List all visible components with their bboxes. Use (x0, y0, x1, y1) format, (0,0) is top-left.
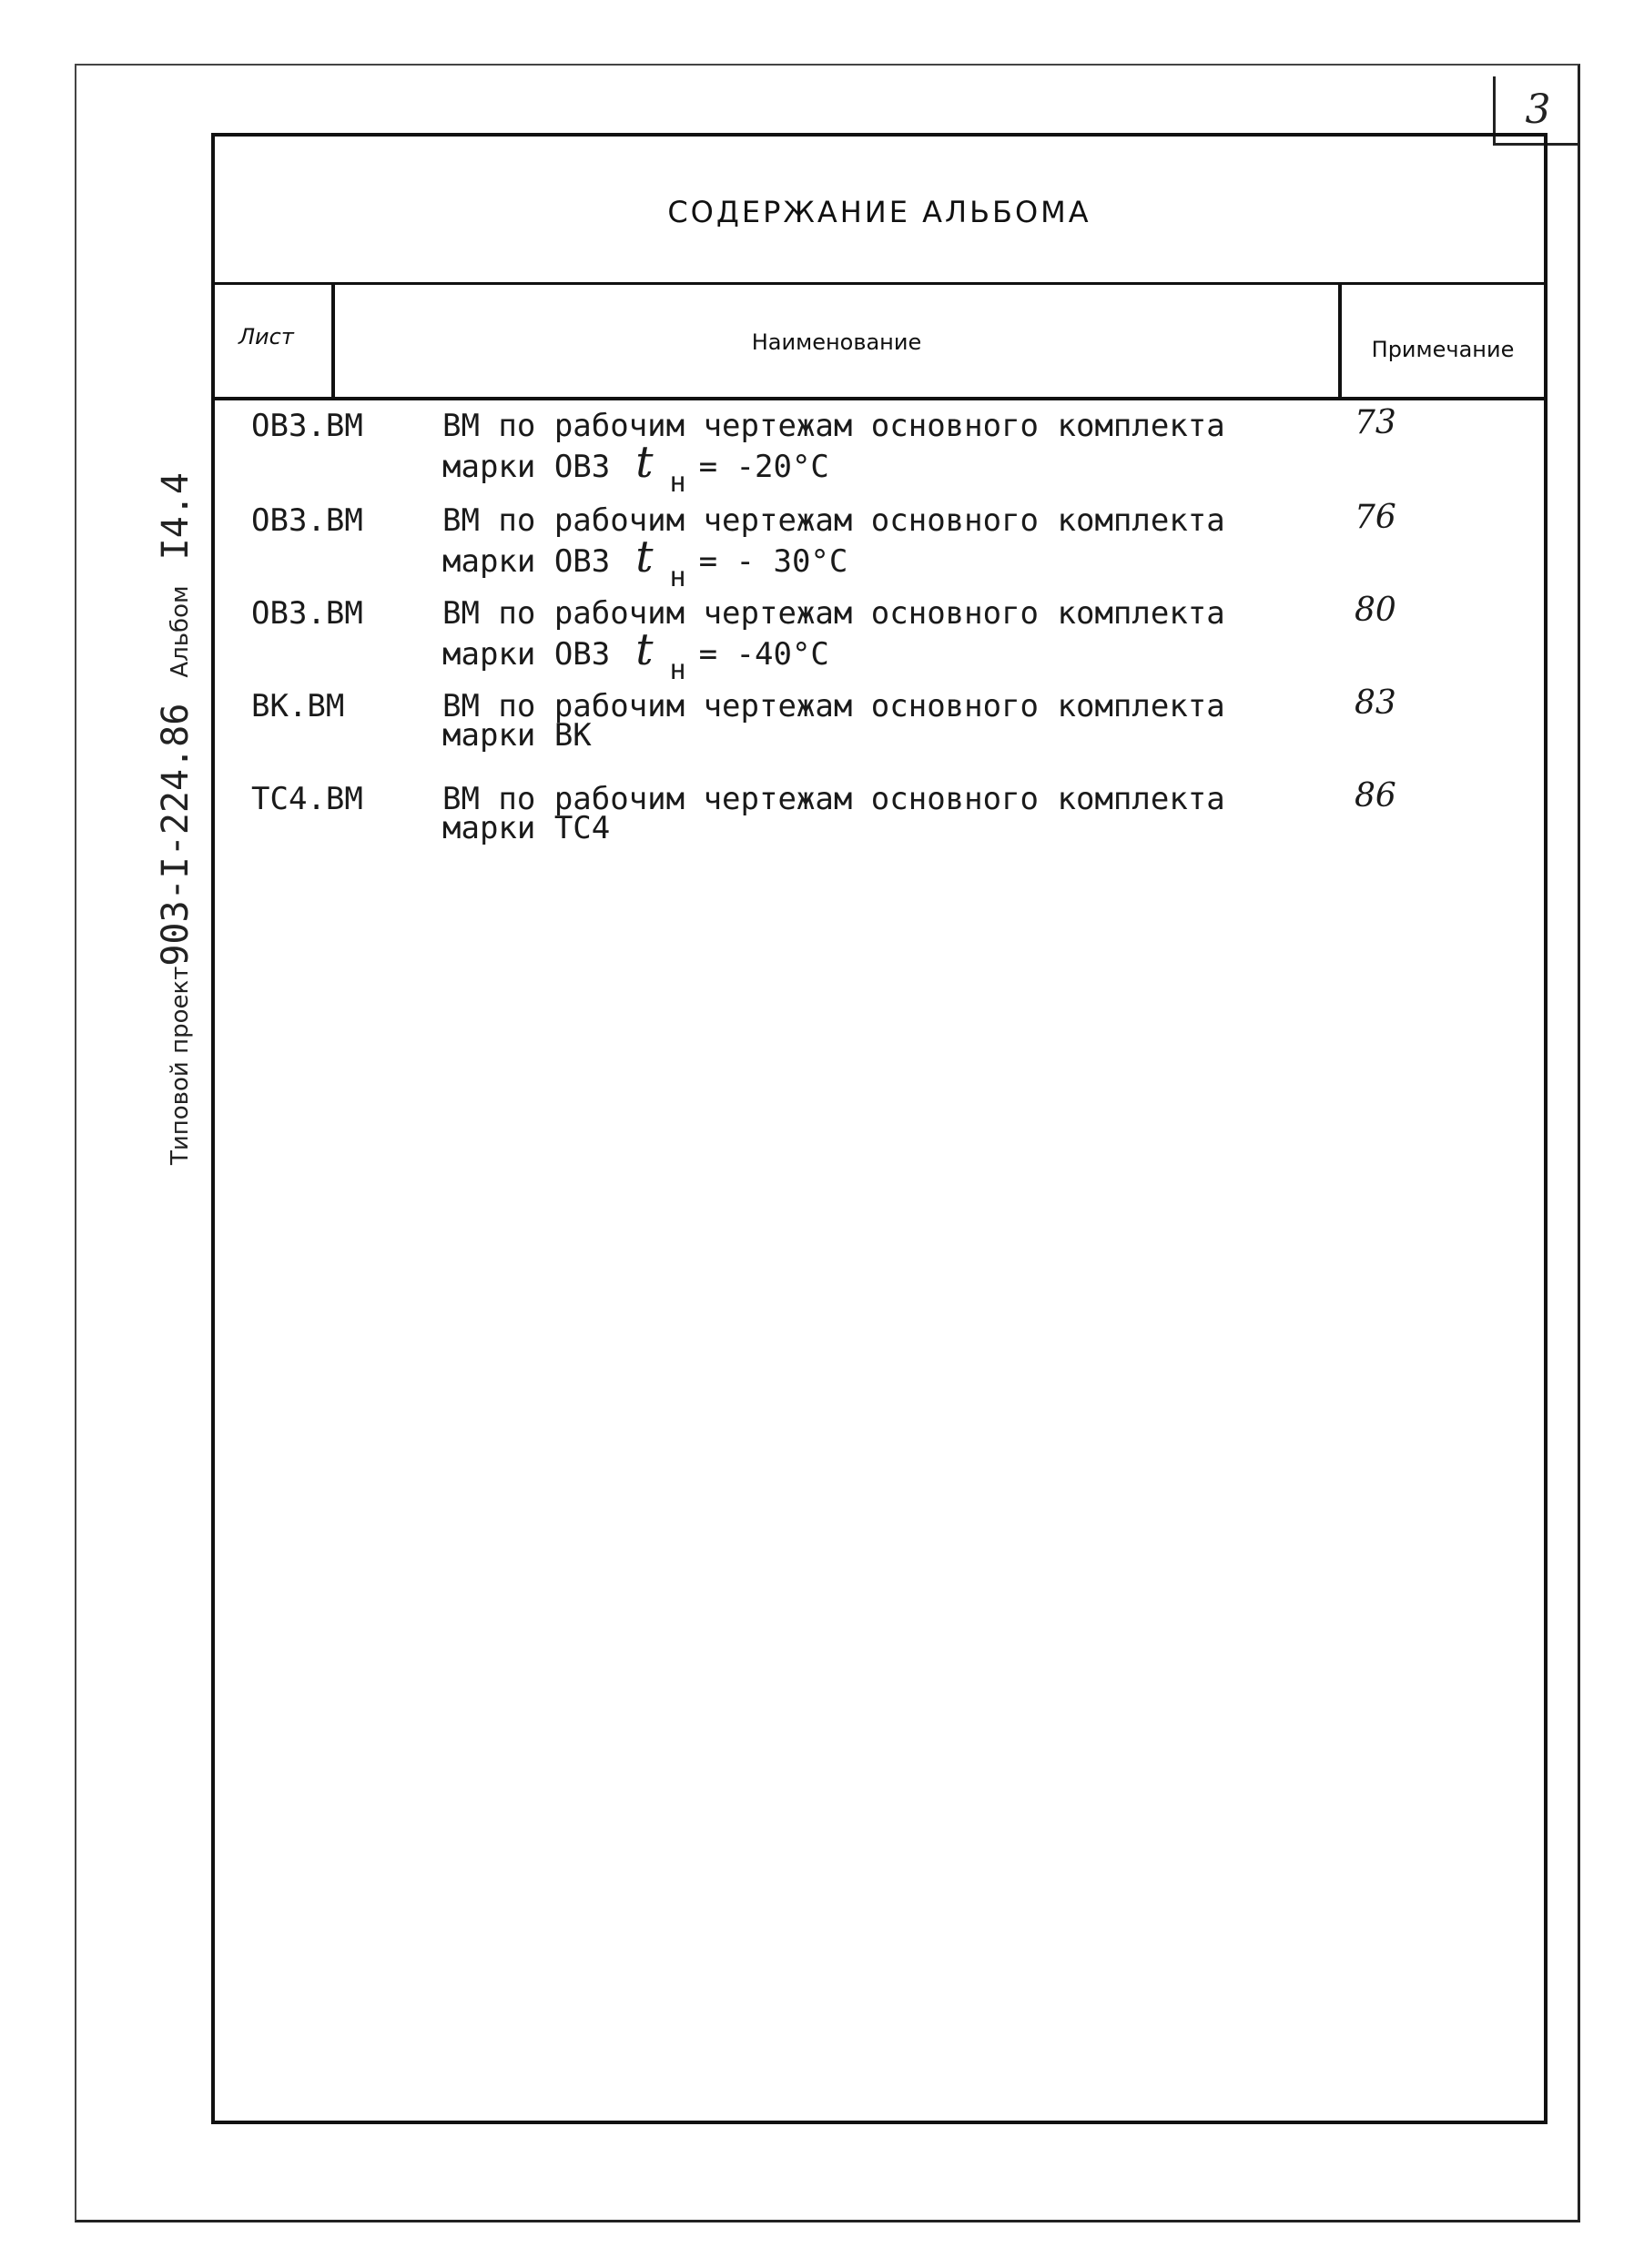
project-number: 903-I-224.86 (155, 703, 197, 967)
row-note: 80 (1355, 592, 1396, 629)
temperature-symbol: t (635, 437, 654, 488)
column-header-sheet-label: Лист (238, 324, 294, 349)
row-title-line2: марки ТС4 (442, 810, 611, 846)
row-code: ТС4.ВМ (251, 781, 363, 817)
row-title-line1: ВМ по рабочим чертежам основного комплекта (442, 595, 1225, 632)
row-title-line1: ВМ по рабочим чертежам основного комплекта (442, 502, 1225, 539)
row-note: 76 (1355, 499, 1396, 536)
contents-table-frame (211, 133, 1548, 2124)
temperature-subscript: н (669, 654, 686, 686)
row-code: ОВЗ.ВМ (251, 408, 363, 444)
row-title-line2: марки ВК (442, 717, 592, 754)
album-number: I4.4 (155, 472, 197, 561)
page-title: СОДЕРЖАНИЕ АЛЬБОМА (667, 195, 1091, 229)
sheet-number: 3 (1525, 86, 1551, 133)
column-header-name-label: Наименование (751, 329, 922, 355)
temperature-symbol: t (635, 624, 654, 675)
table-row (215, 584, 1544, 686)
row-title-line2 (442, 532, 848, 593)
temperature-subscript: н (669, 562, 686, 593)
row-mark: марки ОВЗ (442, 636, 611, 673)
column-header-sheet (215, 282, 335, 397)
temperature-value: = - 30°С (698, 543, 848, 580)
temperature-value: = -20°С (698, 449, 829, 485)
column-header-note-label: Примечание (1371, 337, 1515, 362)
row-mark: марки ОВЗ (442, 543, 611, 580)
title-row (215, 137, 1544, 285)
temperature-subscript: н (669, 467, 686, 499)
project-label: Типовой проект (167, 966, 194, 1165)
column-header-name (335, 282, 1338, 397)
album-label: Альбом (167, 585, 194, 678)
row-note: 86 (1355, 777, 1396, 815)
row-mark: марки ОВЗ (442, 449, 611, 485)
table-row (215, 677, 1544, 768)
row-title-line2 (442, 624, 829, 686)
row-note: 73 (1355, 404, 1396, 441)
row-note: 83 (1355, 684, 1396, 722)
row-title-line1: ВМ по рабочим чертежам основного комплекта (442, 408, 1225, 444)
row-code: ВК.ВМ (251, 688, 345, 724)
side-stamp-text (155, 472, 197, 1165)
temperature-symbol: t (635, 532, 654, 582)
table-row (215, 397, 1544, 499)
table-header (215, 282, 1544, 400)
table-row (215, 491, 1544, 593)
table-row (215, 770, 1544, 861)
row-code: ОВЗ.ВМ (251, 502, 363, 539)
row-title-line1: ВМ по рабочим чертежам основного комплекта (442, 688, 1225, 724)
column-header-note (1338, 282, 1544, 397)
row-code: ОВЗ.ВМ (251, 595, 363, 632)
row-title-line2 (442, 437, 829, 499)
temperature-value: = -40°С (698, 636, 829, 673)
row-title-line1: ВМ по рабочим чертежам основного комплекта (442, 781, 1225, 817)
